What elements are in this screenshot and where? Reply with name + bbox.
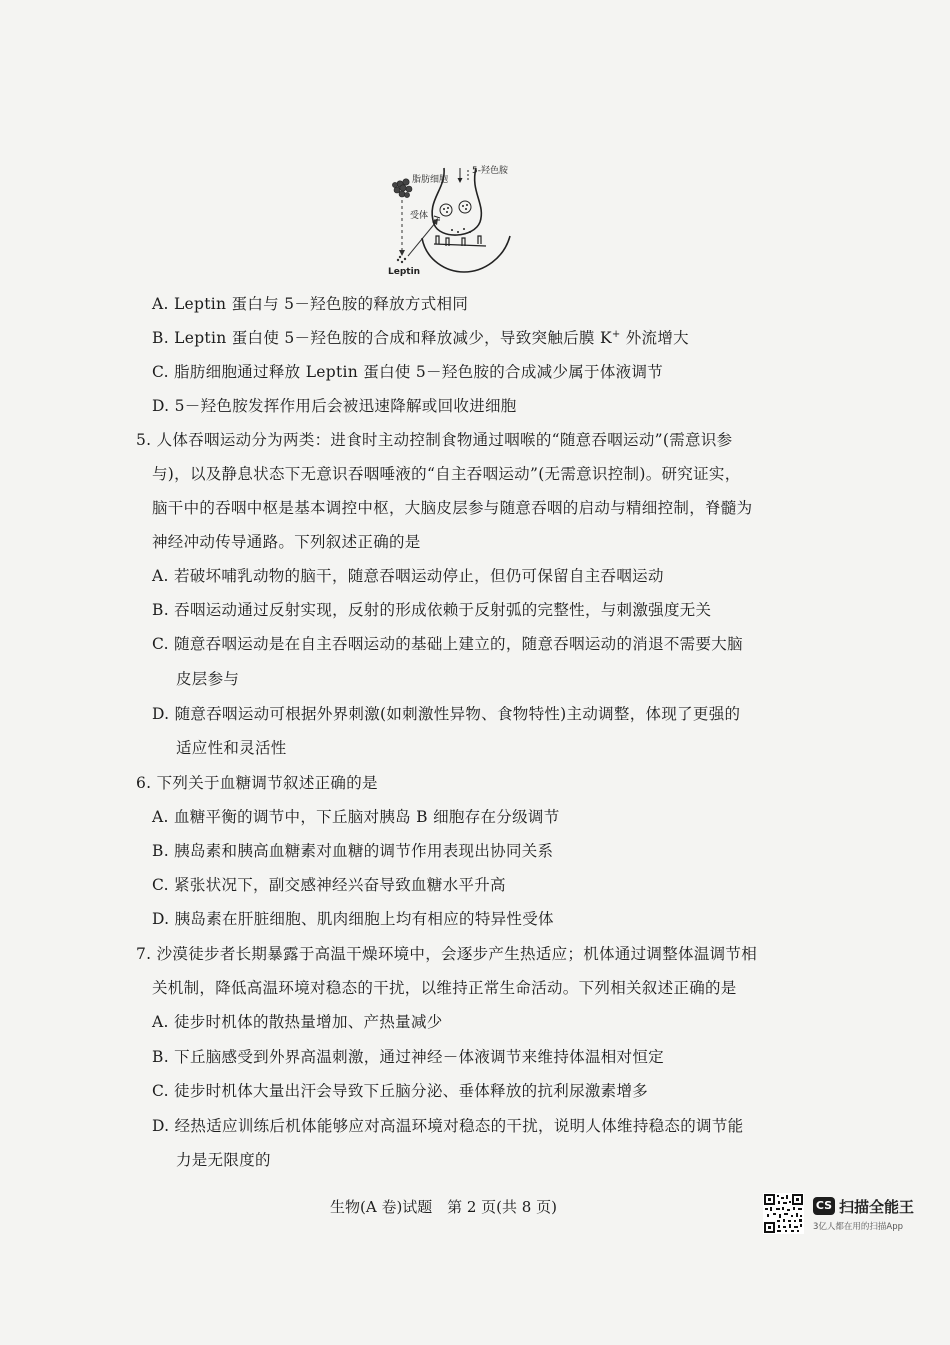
label-leptin: Leptin [388,267,421,277]
q4-option-b [152,328,689,348]
q7-option-b: B. 下丘脑感受到外界高温刺激，通过神经－体液调节来维持体温相对恒定 [152,1048,664,1066]
q4-option-a: A. Leptin 蛋白与 5－羟色胺的释放方式相同 [152,295,469,313]
leptin-synapse-diagram [386,160,526,278]
q4-option-b-text: B. Leptin 蛋白使 5－羟色胺的合成和释放减少，导致突触后膜 K [152,329,612,347]
scanner-app-name: 扫描全能王 [839,1198,915,1216]
q6-option-c: C. 紧张状况下，副交感神经兴奋导致血糖水平升高 [152,876,506,894]
q5-option-c: C. 随意吞咽运动是在自主吞咽运动的基础上建立的，随意吞咽运动的消退不需要大脑 [152,635,743,653]
q6-option-a: A. 血糖平衡的调节中，下丘脑对胰岛 B 细胞存在分级调节 [152,808,560,826]
q5-stem-line-3: 脑干中的吞咽中枢是基本调控中枢，大脑皮层参与随意吞咽的启动与精细控制，脊髓为 [152,499,753,517]
potassium-charge: + [611,328,621,340]
scanner-app-slogan: 3亿人都在用的扫描App [813,1222,904,1232]
q6-option-b: B. 胰岛素和胰高血糖素对血糖的调节作用表现出协同关系 [152,842,554,860]
camscanner-logo: CS [813,1197,835,1215]
footer-page-number: 第 2 页(共 8 页) [447,1198,557,1216]
q5-option-b: B. 吞咽运动通过反射实现，反射的形成依赖于反射弧的完整性，与刺激强度无关 [152,601,712,619]
q4-option-b-tail: 外流增大 [620,329,689,347]
page-footer [330,1196,567,1217]
footer-subject: 生物(A 卷)试题 [330,1198,433,1216]
fat-cell-cluster-icon [392,179,412,198]
q5-stem-line-2: 与)，以及静息状态下无意识吞咽唾液的“自主吞咽运动”(无需意识控制)。研究证实， [152,465,741,483]
q6-option-d: D. 胰岛素在肝脏细胞、肌肉细胞上均有相应的特异性受体 [152,910,554,928]
q5-option-d: D. 随意吞咽运动可根据外界刺激(如刺激性异物、食物特性)主动调整，体现了更强的 [152,705,741,723]
synapse-illustration [386,160,526,278]
q4-option-c: C. 脂肪细胞通过释放 Leptin 蛋白使 5－羟色胺的合成减少属于体液调节 [152,363,664,381]
q4-option-d: D. 5－羟色胺发挥作用后会被迅速降解或回收进细胞 [152,397,517,415]
qr-code-icon [763,1193,804,1234]
scanner-watermark [763,1193,923,1237]
q5-stem-line-1: 5. 人体吞咽运动分为两类：进食时主动控制食物通过咽喉的“随意吞咽运动”(需意识参 [136,431,733,449]
q5-option-a: A. 若破坏哺乳动物的脑干，随意吞咽运动停止，但仍可保留自主吞咽运动 [152,567,664,585]
q5-option-d-cont: 适应性和灵活性 [176,739,287,757]
q6-stem: 6. 下列关于血糖调节叙述正确的是 [136,774,378,792]
q7-option-d: D. 经热适应训练后机体能够应对高温环境对稳态的干扰，说明人体维持稳态的调节能 [152,1117,744,1135]
q7-option-c: C. 徒步时机体大量出汗会导致下丘脑分泌、垂体释放的抗利尿激素增多 [152,1082,649,1100]
label-receptor: 受体 [410,211,429,221]
q7-stem-line-1: 7. 沙漠徒步者长期暴露于高温干燥环境中，会逐步产生热适应；机体通过调整体温调节相 [136,945,758,963]
q7-stem-line-2: 关机制，降低高温环境对稳态的干扰，以维持正常生命活动。下列相关叙述正确的是 [152,979,737,997]
q5-option-c-cont: 皮层参与 [176,670,240,688]
q7-option-d-cont: 力是无限度的 [176,1151,271,1169]
label-serotonin: 5-羟色胺 [472,166,508,176]
label-fat-cell: 脂肪细胞 [412,175,449,185]
q7-option-a: A. 徒步时机体的散热量增加、产热量减少 [152,1013,443,1031]
q5-stem-line-4: 神经冲动传导通路。下列叙述正确的是 [152,533,421,551]
